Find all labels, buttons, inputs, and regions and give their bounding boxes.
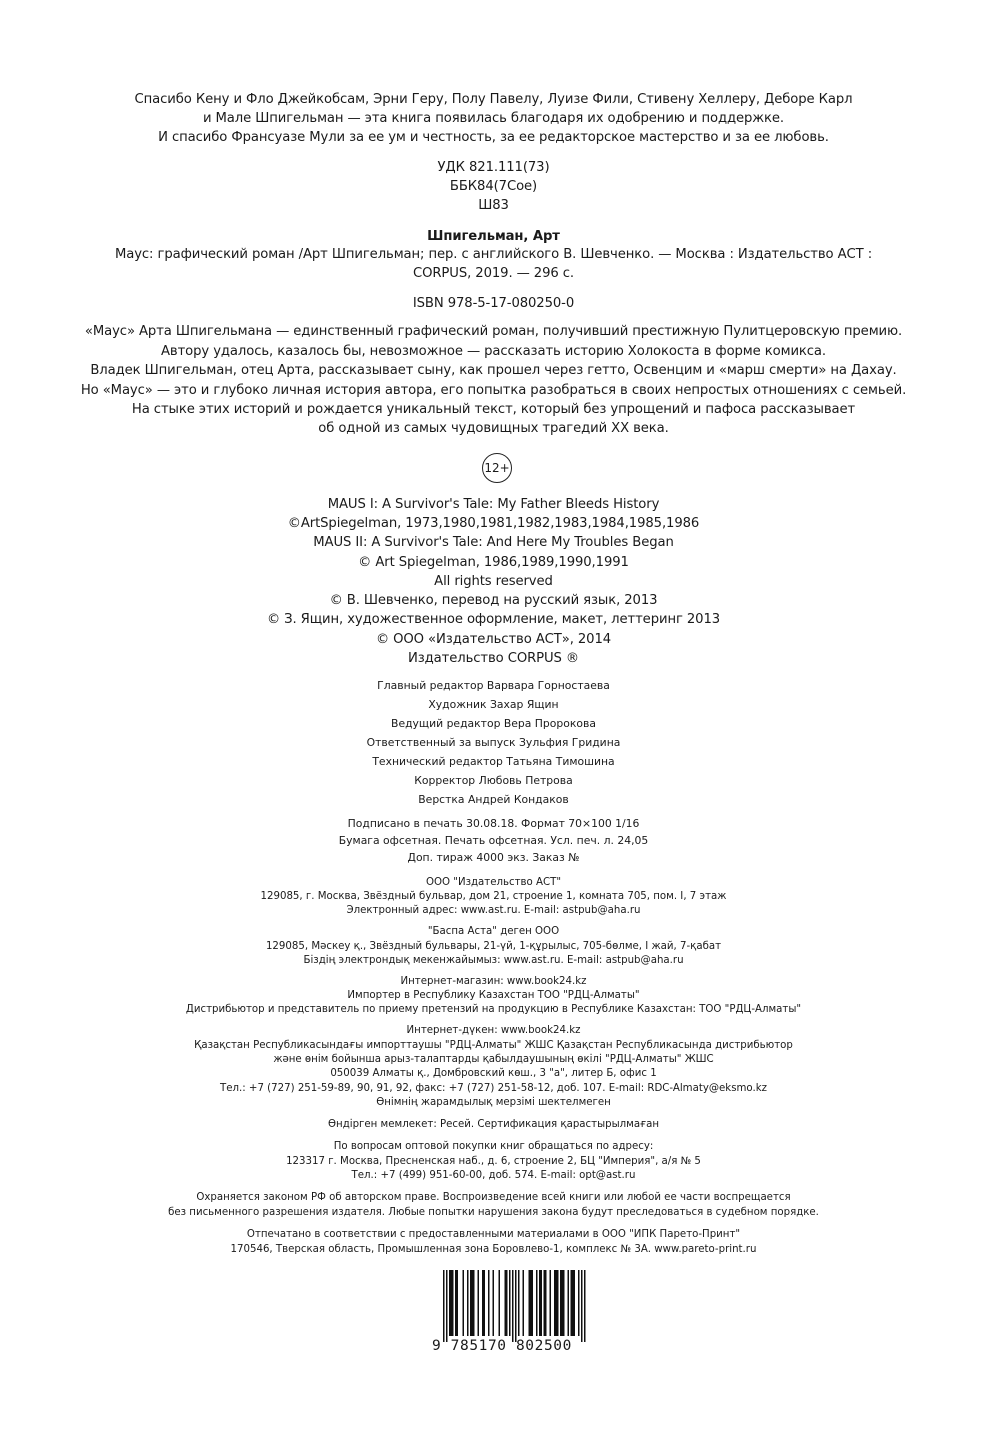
- barcode-bar: [470, 1270, 472, 1336]
- barcode-bar: [557, 1270, 559, 1336]
- barcode-bar: [539, 1270, 541, 1336]
- barcode-bar: [512, 1270, 514, 1342]
- publisher-kz-line: "Баспа Аста" деген ООО: [427, 926, 560, 937]
- barcode-bar: [541, 1270, 543, 1336]
- author-heading: Шпигельман, Арт: [427, 229, 560, 244]
- barcode-bar: [532, 1270, 534, 1336]
- wholesale-line: По вопросам оптовой покупки книг обращаться по адресу:: [333, 1141, 654, 1152]
- barcode-bar: [472, 1270, 474, 1336]
- barcode-bar: [506, 1270, 508, 1336]
- credit-line: Главный редактор Варвара Горностаева: [377, 679, 610, 692]
- barcode-bar: [529, 1270, 531, 1336]
- importer-kz-line: және өнім бойынша арыз-талаптарды қабылдаушының өкілі "РДЦ-Алматы" ЖШС: [273, 1054, 714, 1065]
- author-mark: Ш83: [478, 198, 509, 213]
- printer-line: Отпечатано в соответствии с предоставленными материалами в ООО "ИПК Парето-Принт": [246, 1229, 741, 1240]
- bbk-code: ББК84(7Сое): [449, 179, 538, 194]
- barcode-bar: [554, 1270, 556, 1336]
- legal-line: без письменного разрешения издателя. Любые попытки нарушения закона будут преследоваться в судебном порядке.: [168, 1207, 819, 1218]
- importer-kz-line: Қазақстан Республикасындағы импорттаушы "РДЦ-Алматы" ЖШС Қазақстан Республикасында дистрибьютор: [194, 1040, 793, 1051]
- barcode-bar: [505, 1270, 507, 1336]
- barcode-bar: [467, 1270, 469, 1336]
- copyright-line: © Art Spiegelman, 1986,1989,1990,1991: [358, 555, 629, 570]
- barcode-bar: [478, 1270, 480, 1336]
- barcode-bar: [473, 1270, 475, 1336]
- barcode-bar: [499, 1270, 501, 1336]
- copyright-line: MAUS I: A Survivor's Tale: My Father Bleeds History: [327, 497, 660, 512]
- annotation-line: Владек Шпигельман, отец Арта, рассказывает сыну, как прошел через гетто, Освенцим и «марш смерти» на Дахау.: [90, 363, 897, 378]
- age-rating-badge: 12+: [482, 453, 512, 483]
- origin-line: Өндірген мемлекет: Ресей. Сертификация қарастырылмаған: [328, 1119, 659, 1130]
- importer-kz-line: Интернет-дүкен: www.book24.kz: [406, 1025, 581, 1036]
- publisher-kz-line: Біздің электрондық мекенжайымыз: www.ast.ru. E-mail: astpub@aha.ru: [303, 955, 684, 966]
- bibliographic-line: CORPUS, 2019. — 296 с.: [412, 266, 575, 281]
- barcode-bar: [536, 1270, 538, 1336]
- isbn: ISBN 978-5-17-080250-0: [412, 296, 575, 311]
- acknowledgment-line: и Мале Шпигельман — эта книга появилась благодаря их одобрению и поддержке.: [202, 111, 785, 126]
- credit-line: Ведущий редактор Вера Пророкова: [391, 717, 596, 730]
- barcode-bar: [515, 1270, 517, 1342]
- barcode-bar: [563, 1270, 565, 1336]
- wholesale-line: Тел.: +7 (499) 951-60-00, доб. 574. E-mail: opt@ast.ru: [351, 1170, 636, 1181]
- printer-line: 170546, Тверская область, Промышленная зона Боровлево-1, комплекс № 3А. www.pareto-print.ru: [230, 1244, 757, 1255]
- udk-code: УДК 821.111(73): [437, 160, 550, 175]
- barcode-bar: [449, 1270, 451, 1336]
- barcode-bar: [493, 1270, 495, 1336]
- barcode-bar: [568, 1270, 570, 1336]
- legal-line: Охраняется законом РФ об авторском праве. Воспроизведение всей книги или любой ее части воспрещается: [196, 1192, 791, 1203]
- barcode-bar: [572, 1270, 574, 1336]
- print-info-line: Доп. тираж 4000 экз. Заказ №: [407, 851, 580, 864]
- copyright-line: MAUS II: A Survivor's Tale: And Here My Troubles Began: [313, 535, 674, 550]
- importer-line: Интернет-магазин: www.book24.kz: [400, 976, 587, 987]
- barcode-bar: [571, 1270, 573, 1336]
- barcode-bar: [509, 1270, 511, 1336]
- barcode-bar: [574, 1270, 576, 1336]
- annotation-line: «Маус» Арта Шпигельмана — единственный графический роман, получивший престижную Пулитцеровскую премию.: [84, 324, 903, 339]
- barcode-bar: [544, 1270, 546, 1336]
- copyright-line: © З. Ящин, художественное оформление, макет, леттеринг 2013: [266, 612, 721, 627]
- copyright-line: © ООО «Издательство АСТ», 2014: [375, 632, 612, 647]
- barcode-bar: [451, 1270, 453, 1336]
- barcode-bar: [584, 1270, 586, 1342]
- importer-line: Импортер в Республику Казахстан ТОО "РДЦ-Алматы": [347, 990, 640, 1001]
- publisher-ru-line: Электронный адрес: www.ast.ru. E-mail: astpub@aha.ru: [346, 905, 641, 916]
- acknowledgment-line: И спасибо Франсуазе Мули за ее ум и честность, за ее редакторское мастерство и за ее любовь.: [158, 130, 829, 145]
- wholesale-line: 123317 г. Москва, Пресненская наб., д. 6, строение 2, БЦ "Империя", а/я № 5: [286, 1156, 701, 1167]
- publisher-ru-line: ООО "Издательство АСТ": [425, 877, 562, 888]
- acknowledgment-line: Спасибо Кену и Фло Джейкобсам, Эрни Геру, Полу Павелу, Луизе Фили, Стивену Хеллеру, Деборе Карл: [134, 92, 853, 107]
- barcode-bar: [550, 1270, 552, 1336]
- credit-line: Верстка Андрей Кондаков: [418, 793, 569, 806]
- copyright-line: © В. Шевченко, перевод на русский язык, 2013: [329, 593, 658, 608]
- credit-line: Технический редактор Татьяна Тимошина: [372, 755, 615, 768]
- annotation-line: Автору удалось, казалось бы, невозможное — рассказать историю Холокоста в форме комикса.: [160, 344, 827, 359]
- importer-line: Дистрибьютор и представитель по приему претензий на продукцию в Республике Казахстан: ТОО "РДЦ-Алматы": [185, 1004, 802, 1015]
- barcode-bar: [578, 1270, 580, 1336]
- barcode-bar: [530, 1270, 532, 1336]
- barcode-bar: [560, 1270, 562, 1336]
- importer-kz-line: Тел.: +7 (727) 251-59-89, 90, 91, 92, факс: +7 (727) 251-58-12, доб. 107. E-mail: RDC-Almaty@eksmo.kz: [220, 1083, 767, 1094]
- importer-kz-line: Өнімнің жарамдылық мерзімі шектелмеген: [376, 1097, 611, 1108]
- credit-line: Художник Захар Ящин: [428, 698, 559, 711]
- barcode-bar: [556, 1270, 558, 1336]
- barcode-bar: [443, 1270, 445, 1342]
- copyright-line: All rights reserved: [434, 574, 553, 589]
- barcode-bar: [523, 1270, 525, 1336]
- bibliographic-line: Маус: графический роман /Арт Шпигельман; пер. с английского В. Шевченко. — Москва : Издательство АСТ :: [114, 247, 873, 262]
- barcode-bar: [484, 1270, 486, 1336]
- print-info-line: Бумага офсетная. Печать офсетная. Усл. печ. л. 24,05: [338, 834, 649, 847]
- annotation-line: Но «Маус» — это и глубоко личная история автора, его попытка разобраться в своих непростых отношениях с семьей.: [80, 383, 907, 398]
- print-info-line: Подписано в печать 30.08.18. Формат 70×100 1/16: [347, 817, 640, 830]
- barcode-digits: 9 785170 802500: [432, 1338, 572, 1354]
- barcode-bar: [457, 1270, 459, 1336]
- importer-kz-line: 050039 Алматы қ., Домбровский көш., 3 "а", литер Б, офис 1: [330, 1068, 657, 1079]
- publisher-ru-line: 129085, г. Москва, Звёздный бульвар, дом 21, строение 1, комната 705, пом. I, 7 этаж: [260, 891, 727, 902]
- annotation-line: об одной из самых чудовищных трагедий XX века.: [318, 421, 669, 436]
- barcode-bar: [446, 1270, 448, 1342]
- annotation-line: На стыке этих историй и рождается уникальный текст, который без упрощений и пафоса рассказывает: [131, 402, 856, 417]
- copyright-line: Издательство CORPUS ®: [407, 651, 580, 666]
- barcode-bar: [581, 1270, 583, 1342]
- barcode-bar: [455, 1270, 457, 1336]
- barcode-bar: [463, 1270, 465, 1336]
- barcode-bar: [545, 1270, 547, 1336]
- publisher-kz-line: 129085, Мәскеу қ., Звёздный бульвары, 21-үй, 1-құрылыс, 705-бөлме, I жай, 7-қабат: [265, 941, 722, 952]
- barcode-bar: [562, 1270, 564, 1336]
- copyright-line: ©ArtSpiegelman, 1973,1980,1981,1982,1983,1984,1985,1986: [287, 516, 700, 531]
- barcode-bar: [452, 1270, 454, 1336]
- credit-line: Ответственный за выпуск Зульфия Гридина: [366, 736, 621, 749]
- barcode-bar: [482, 1270, 484, 1336]
- barcode-bar: [488, 1270, 490, 1336]
- credit-line: Корректор Любовь Петрова: [414, 774, 573, 787]
- barcode-bar: [518, 1270, 520, 1336]
